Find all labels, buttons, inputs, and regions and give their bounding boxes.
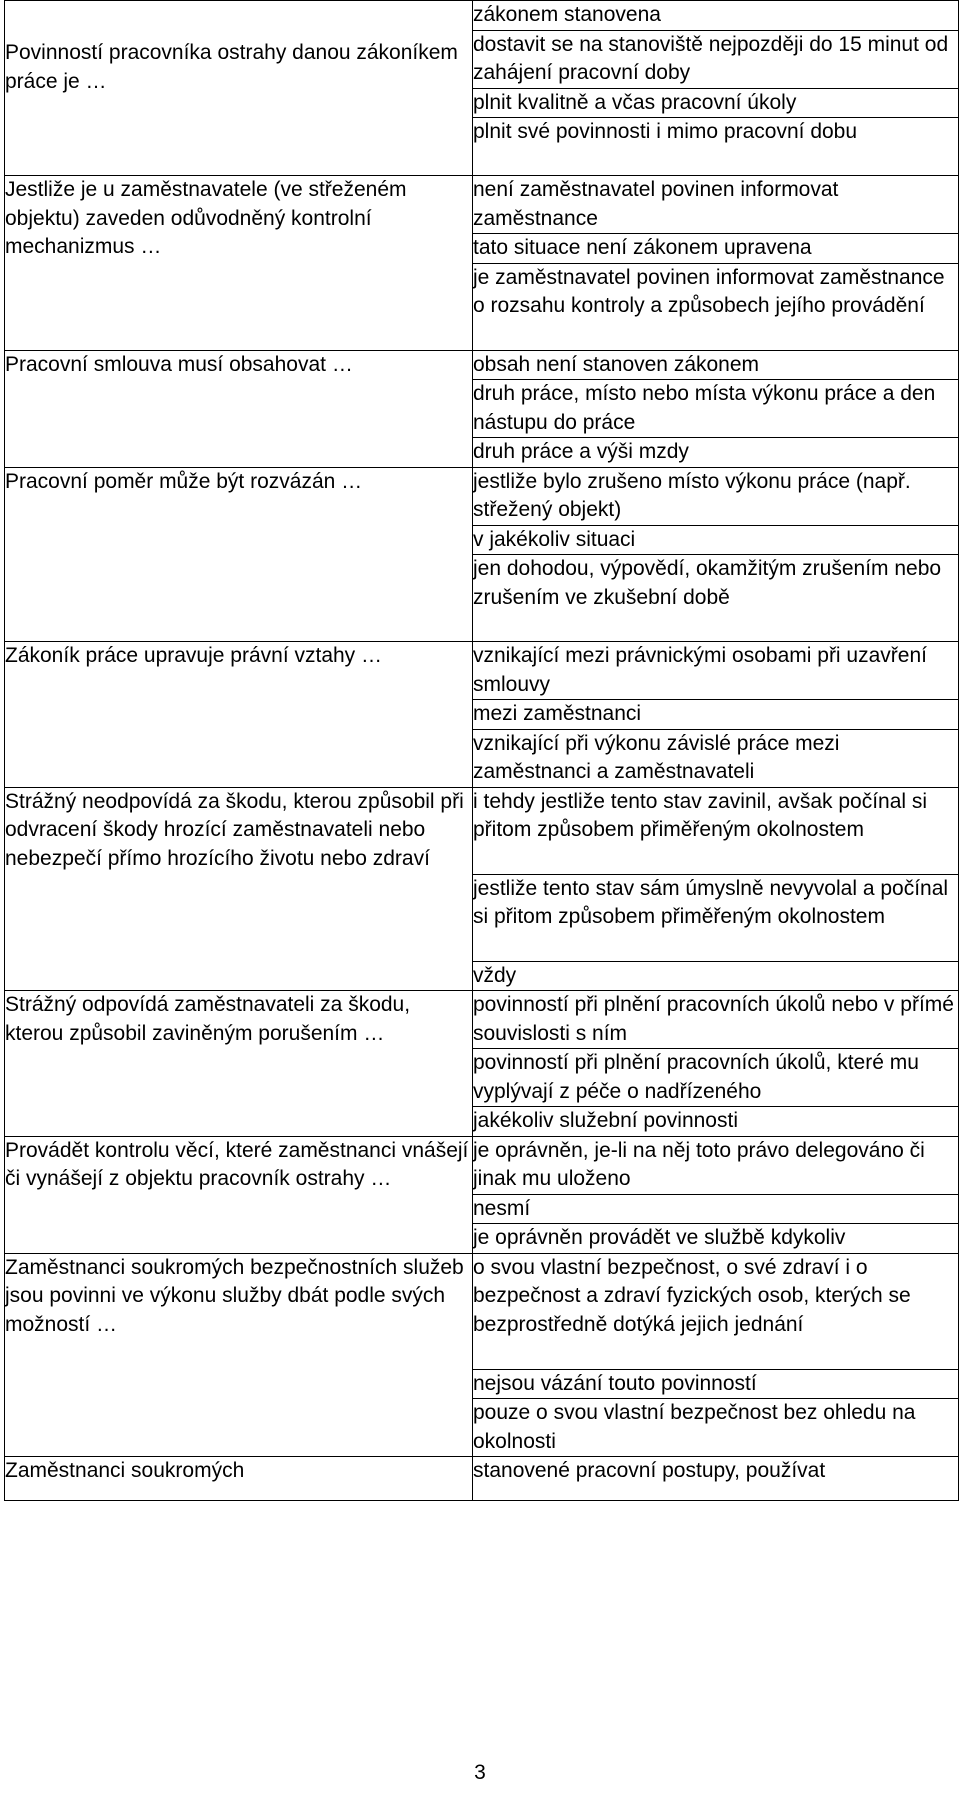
- question-cell: Provádět kontrolu věcí, které zaměstnanci vnášejí či vynášejí z objektu pracovník ostrahy …: [5, 1136, 473, 1253]
- answer-option: o svou vlastní bezpečnost, o své zdraví i o bezpečnost a zdraví fyzických osob, kterých se bezprostředně dotýká jejich jednání: [473, 1253, 959, 1369]
- question-table-body: [5, 1, 959, 1501]
- answer-option: vznikající při výkonu závislé práce mezi zaměstnanci a zaměstnavateli: [473, 729, 959, 787]
- answer-row: [5, 1253, 959, 1369]
- answer-option: obsah není stanoven zákonem: [473, 350, 959, 380]
- question-cell: Zaměstnanci soukromých: [5, 1457, 473, 1501]
- answer-row: [5, 991, 959, 1049]
- answer-row: [5, 1, 959, 31]
- answer-option: v jakékoliv situaci: [473, 525, 959, 555]
- answer-option: jakékoliv služební povinnosti: [473, 1107, 959, 1137]
- answer-option: nejsou vázání touto povinností: [473, 1369, 959, 1399]
- question-cell: Pracovní poměr může být rozvázán …: [5, 467, 473, 642]
- answer-option: druh práce a výši mzdy: [473, 438, 959, 468]
- answer-option: je oprávněn, je-li na něj toto právo delegováno či jinak mu uloženo: [473, 1136, 959, 1194]
- question-cell: Zaměstnanci soukromých bezpečnostních služeb jsou povinni ve výkonu služby dbát podle svých možností …: [5, 1253, 473, 1457]
- answer-option: i tehdy jestliže tento stav zavinil, avšak počínal si přitom způsobem přiměřeným okolnostem: [473, 787, 959, 874]
- question-cell: Zákoník práce upravuje právní vztahy …: [5, 642, 473, 788]
- page-number: 3: [474, 1761, 486, 1784]
- question-cell: Strážný neodpovídá za škodu, kterou způsobil při odvracení škody hrozící zaměstnavateli nebo nebezpečí přímo hrozícího životu nebo zdraví: [5, 787, 473, 991]
- answer-option: jen dohodou, výpovědí, okamžitým zrušením nebo zrušením ve zkušební době: [473, 555, 959, 642]
- answer-row: [5, 1457, 959, 1501]
- answer-row: [5, 467, 959, 525]
- answer-option: povinností při plnění pracovních úkolů, které mu vyplývají z péče o nadřízeného: [473, 1049, 959, 1107]
- answer-option: jestliže tento stav sám úmyslně nevyvolal a počínal si přitom způsobem přiměřeným okolnostem: [473, 874, 959, 961]
- answer-row: [5, 176, 959, 234]
- answer-option: dostavit se na stanoviště nejpozději do 15 minut od zahájení pracovní doby: [473, 30, 959, 88]
- answer-option: tato situace není zákonem upravena: [473, 234, 959, 264]
- answer-option: pouze o svou vlastní bezpečnost bez ohledu na okolnosti: [473, 1399, 959, 1457]
- question-cell: Jestliže je u zaměstnavatele (ve střeženém objektu) zaveden odůvodněný kontrolní mechanizmus …: [5, 176, 473, 351]
- answer-option: povinností při plnění pracovních úkolů nebo v přímé souvislosti s ním: [473, 991, 959, 1049]
- answer-option: není zaměstnavatel povinen informovat zaměstnance: [473, 176, 959, 234]
- answer-row: [5, 642, 959, 700]
- answer-row: [5, 350, 959, 380]
- answer-option: vznikající mezi právnickými osobami při uzavření smlouvy: [473, 642, 959, 700]
- answer-row: [5, 1136, 959, 1194]
- answer-option: je oprávněn provádět ve službě kdykoliv: [473, 1224, 959, 1254]
- answer-option: jestliže bylo zrušeno místo výkonu práce (např. střežený objekt): [473, 467, 959, 525]
- answer-option: stanovené pracovní postupy, používat: [473, 1457, 959, 1501]
- answer-option: plnit kvalitně a včas pracovní úkoly: [473, 88, 959, 118]
- answer-option: je zaměstnavatel povinen informovat zaměstnance o rozsahu kontroly a způsobech jejího provádění: [473, 263, 959, 350]
- answer-row: [5, 787, 959, 874]
- answer-option: vždy: [473, 961, 959, 991]
- question-table: [4, 0, 959, 1501]
- answer-option: druh práce, místo nebo místa výkonu práce a den nástupu do práce: [473, 380, 959, 438]
- answer-option: plnit své povinnosti i mimo pracovní dobu: [473, 118, 959, 176]
- question-cell: Pracovní smlouva musí obsahovat …: [5, 350, 473, 467]
- answer-option: nesmí: [473, 1194, 959, 1224]
- question-cell: Strážný odpovídá zaměstnavateli za škodu, kterou způsobil zaviněným porušením …: [5, 991, 473, 1137]
- answer-option: zákonem stanovena: [473, 1, 959, 31]
- answer-option: mezi zaměstnanci: [473, 700, 959, 730]
- question-cell: Povinností pracovníka ostrahy danou zákoníkem práce je …: [5, 1, 473, 176]
